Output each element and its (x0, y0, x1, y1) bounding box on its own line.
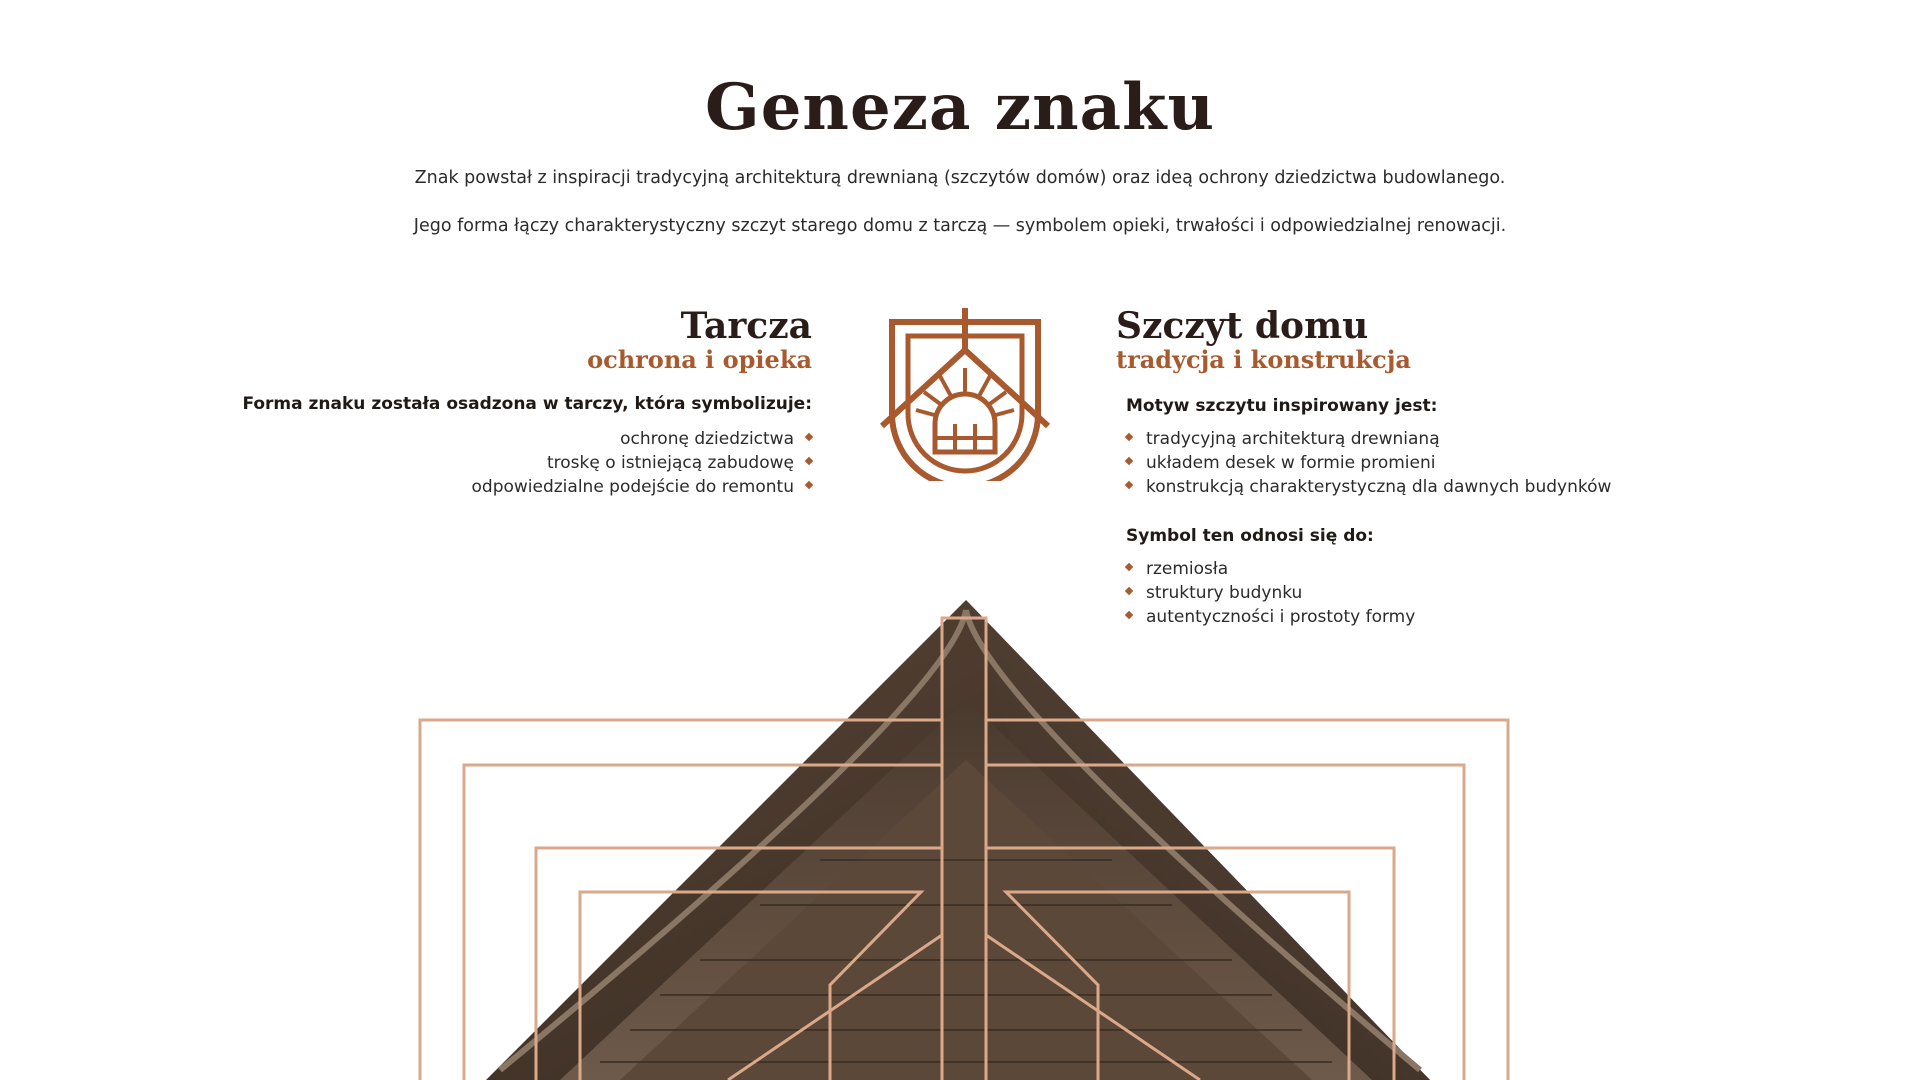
gable-lead-1: Motyw szczytu inspirowany jest: (1126, 396, 1438, 416)
gable-lead-2: Symbol ten odnosi się do: (1126, 526, 1374, 546)
gable-subheading: tradycja i konstrukcja (1116, 345, 1411, 374)
page-title: Geneza znaku (705, 70, 1215, 145)
shield-heading: Tarcza (680, 305, 812, 347)
list-item: ochronę dziedzictwa (472, 427, 813, 451)
gable-heading: Szczyt domu (1116, 305, 1369, 347)
list-item: troskę o istniejącą zabudowę (472, 451, 813, 475)
intro-paragraph-1: Znak powstał z inspiracji tradycyjną architekturą drewnianą (szczytów domów) oraz ideą ochrony dziedzictwa budowlanego. (414, 168, 1506, 188)
list-item: konstrukcją charakterystyczną dla dawnych budynków (1126, 475, 1611, 499)
list-item: tradycyjną architekturą drewnianą (1126, 427, 1611, 451)
list-item: układem desek w formie promieni (1126, 451, 1611, 475)
list-item: odpowiedzialne podejście do remontu (472, 475, 813, 499)
shield-lead: Forma znaku została osadzona w tarczy, która symbolizuje: (242, 394, 812, 414)
shield-subheading: ochrona i opieka (587, 345, 812, 374)
list-item: rzemiosła (1126, 557, 1415, 581)
list-item: autentyczności i prostoty formy (1126, 605, 1415, 629)
list-item: struktury budynku (1126, 581, 1415, 605)
intro-paragraph-2: Jego forma łączy charakterystyczny szczyt starego domu z tarczą — symbolem opieki, trwałości i odpowiedzialnej renowacji. (413, 216, 1507, 236)
